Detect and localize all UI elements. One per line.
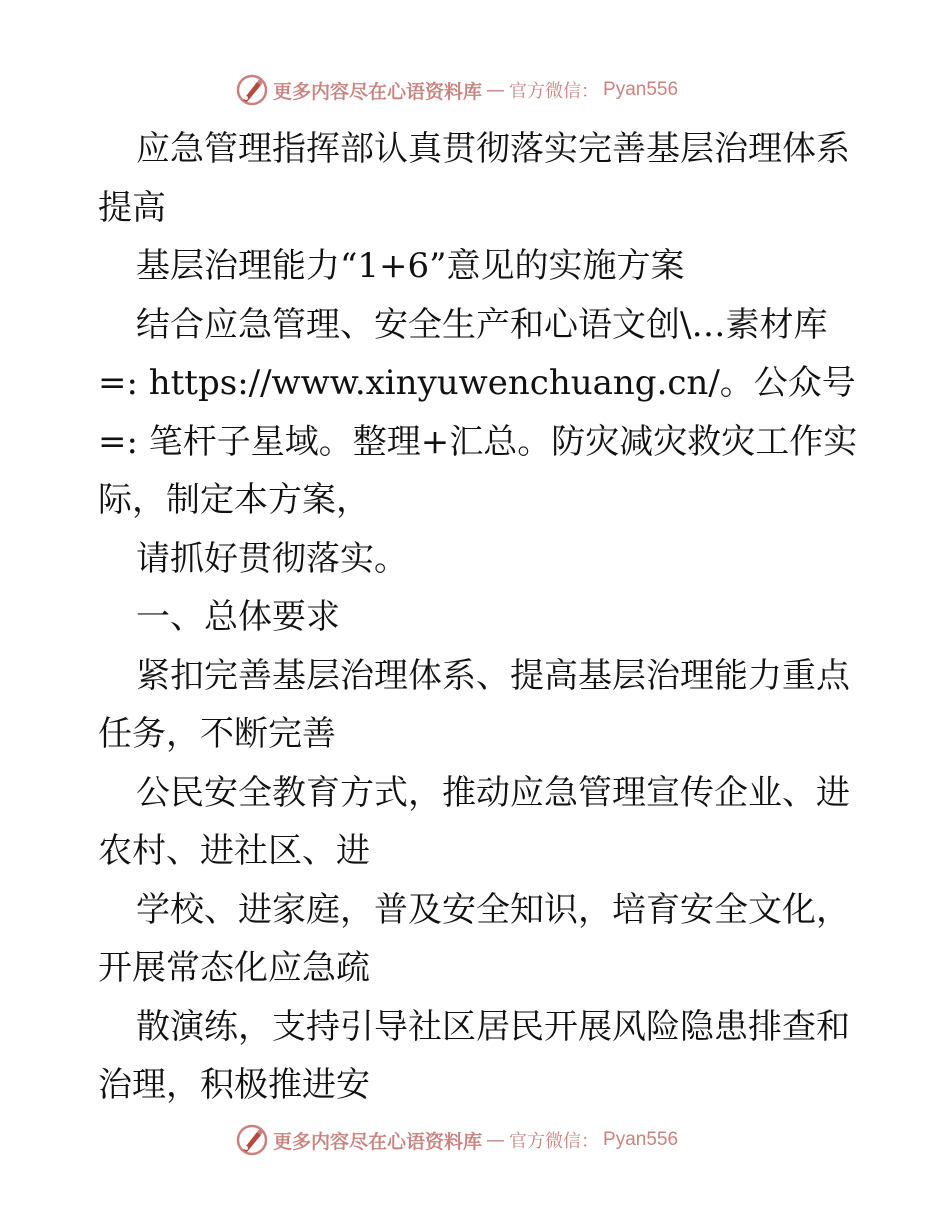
- document-paragraph: 请抓好贯彻落实。: [136, 538, 408, 579]
- header-watermark: [235, 72, 678, 108]
- watermark-text: 更多内容尽在心语资料库: [273, 80, 483, 103]
- document-paragraph: 际，制定本方案，: [98, 480, 370, 520]
- pen-logo-icon: [235, 73, 269, 107]
- watermark-wechat-label: 官方微信：: [509, 1131, 600, 1152]
- pen-logo-icon: [235, 1123, 269, 1157]
- footer-watermark: [235, 1122, 678, 1158]
- watermark-wechat-id: Pyan556: [603, 1129, 679, 1150]
- document-paragraph: 学校、进家庭，普及安全知识，培育安全文化，开展常态化应急疏: [98, 889, 850, 988]
- watermark-wechat-id: Pyan556: [603, 79, 679, 100]
- watermark-wechat-label: 官方微信：: [509, 81, 600, 102]
- watermark-text: 更多内容尽在心语资料库: [273, 1130, 483, 1153]
- section-heading: 一、总体要求: [136, 597, 340, 637]
- document-paragraph: 散演练，支持引导社区居民开展风险隐患排查和治理，积极推进安: [98, 1006, 850, 1105]
- document-paragraph: 公民安全教育方式，推动应急管理宣传企业、进农村、进社区、进: [98, 772, 850, 871]
- document-paragraph: 紧扣完善基层治理体系、提高基层治理能力重点任务，不断完善: [98, 655, 850, 754]
- document-title-line: 应急管理指挥部认真贯彻落实完善基层治理体系提高: [98, 129, 850, 228]
- document-body: [98, 120, 858, 1115]
- document-paragraph: 结合应急管理、安全生产和心语文创\…素材库=: https://www.xinyuwenchuang.cn/。公众号=: 笔杆子星域。整理+汇总。防灾减灾救灾工作实: [98, 304, 858, 462]
- watermark-separator: —: [486, 79, 506, 101]
- document-title-line: 基层治理能力“1+6”意见的实施方案: [136, 246, 685, 286]
- watermark-separator: —: [486, 1129, 506, 1151]
